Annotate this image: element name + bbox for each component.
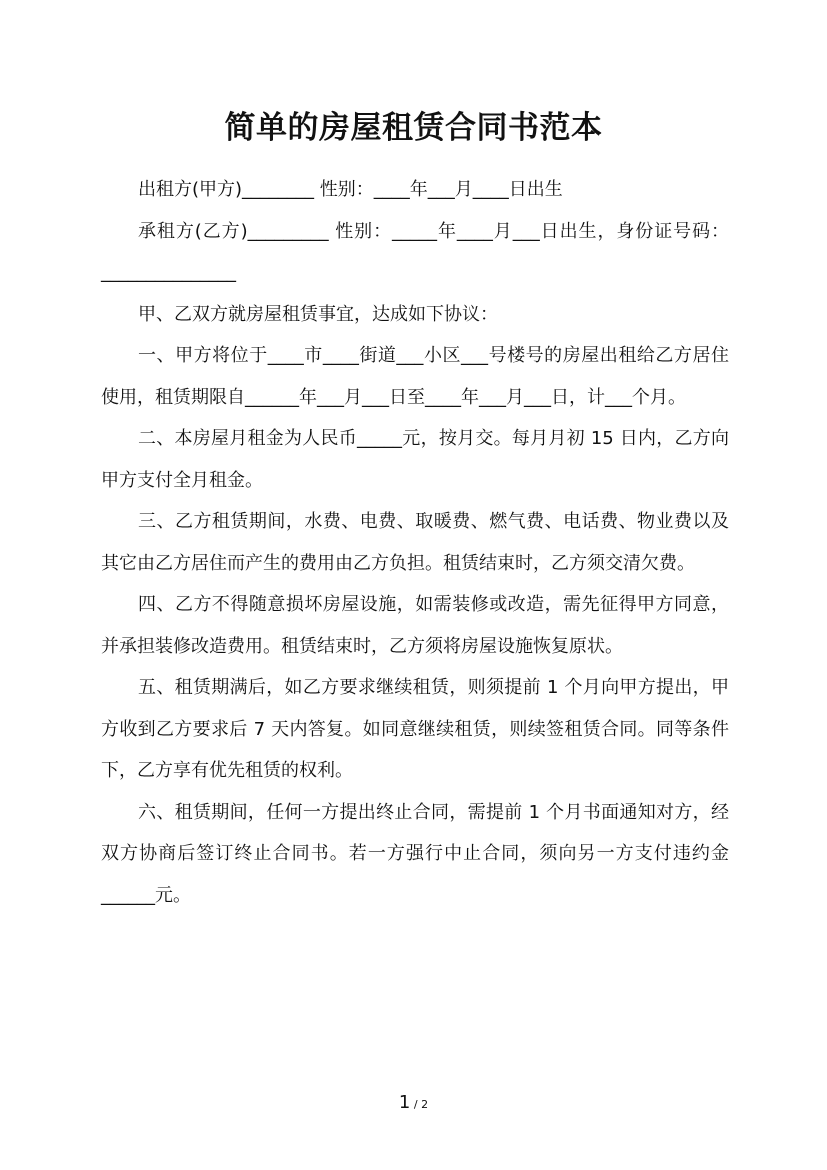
clause-6: 六、租赁期间，任何一方提出终止合同，需提前 1 个月书面通知对方，经双方协商后签订终止合同书。若一方强行中止合同，须向另一方支付违约金______元。 <box>101 801 729 906</box>
party-b-line: 承租方(乙方)_________ 性别：_____年____月___日出生，身份证号码：_______________ <box>101 220 729 283</box>
current-page: 1 <box>398 1092 411 1113</box>
document-body <box>101 169 729 916</box>
party-a-line: 出租方(甲方)________ 性别：____年___月____日出生 <box>138 179 563 200</box>
clause-3: 三、乙方租赁期间，水费、电费、取暖费、燃气费、电话费、物业费以及其它由乙方居住而产生的费用由乙方负担。租赁结束时，乙方须交清欠费。 <box>101 511 729 574</box>
clause-1: 一、甲方将位于____市____街道___小区___号楼号的房屋出租给乙方居住使用，租赁期限自______年___月___日至____年___月___日，计___个月。 <box>101 345 729 408</box>
total-pages: / 2 <box>410 1098 429 1111</box>
clause-5: 五、租赁期满后，如乙方要求继续租赁，则须提前 1 个月向甲方提出，甲方收到乙方要求后 7 天内答复。如同意继续租赁，则续签租赁合同。同等条件下，乙方享有优先租赁的权利。 <box>101 677 729 781</box>
clause-2: 二、本房屋月租金为人民币_____元，按月交。每月月初 15 日内，乙方向甲方支付全月租金。 <box>101 428 729 491</box>
agreement-intro: 甲、乙双方就房屋租赁事宜，达成如下协议： <box>138 303 498 325</box>
document-title: 简单的房屋租赁合同书范本 <box>224 110 603 146</box>
page-number <box>0 1092 827 1113</box>
clause-4: 四、乙方不得随意损坏房屋设施，如需装修或改造，需先征得甲方同意，并承担装修改造费用。租赁结束时，乙方须将房屋设施恢复原状。 <box>101 594 729 657</box>
